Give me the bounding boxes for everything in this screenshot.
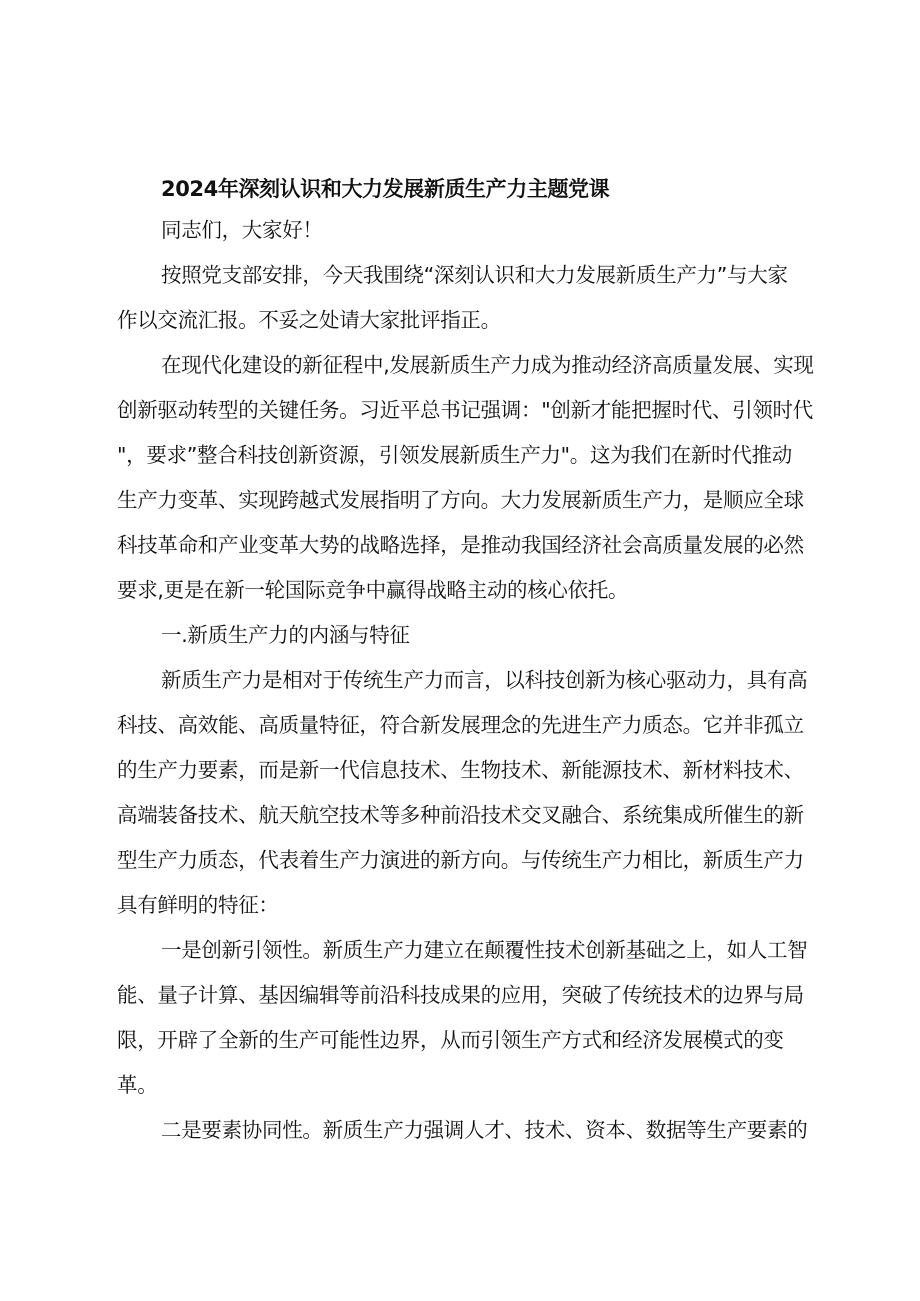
text-line: 在现代化建设的新征程中,发展新质生产力成为推动经济高质量发展、实现	[161, 353, 814, 377]
text-line: 科技、高效能、高质量特征，符合新发展理念的先进生产力质态。它并非孤立	[117, 713, 804, 737]
text-line: 同志们，大家好！	[161, 218, 323, 242]
text-line: 高端装备技术、航天航空技术等多种前沿技术交叉融合、系统集成所催生的新	[117, 803, 804, 827]
text-line: "，要求”整合科技创新资源，引领发展新质生产力"。这为我们在新时代推动	[117, 443, 792, 467]
text-line: 限，开辟了全新的生产可能性边界，从而引领生产方式和经济发展模式的变	[117, 1028, 784, 1052]
text-line: 革。	[117, 1073, 158, 1097]
text-line: 创新驱动转型的关键任务。习近平总书记强调："创新才能把握时代、引领时代	[117, 398, 813, 422]
text-line: 二是要素协同性。新质生产力强调人才、技术、资本、数据等生产要素的	[161, 1118, 808, 1142]
text-line: 要求,更是在新一轮国际竞争中赢得战略主动的核心依托。	[117, 578, 629, 602]
text-line: 一是创新引领性。新质生产力建立在颠覆性技术创新基础之上，如人工智	[161, 938, 808, 962]
text-line: 按照党支部安排，今天我围绕“深刻认识和大力发展新质生产力”与大家	[161, 263, 788, 287]
text-line: 科技革命和产业变革大势的战略选择，是推动我国经济社会高质量发展的必然	[117, 533, 804, 557]
text-line: 作以交流汇报。不妥之处请大家批评指正。	[117, 308, 501, 332]
text-line: 的生产力要素，而是新一代信息技术、生物技术、新能源技术、新材料技术、	[117, 758, 804, 782]
text-line: 能、量子计算、基因编辑等前沿科技成果的应用，突破了传统技术的边界与局	[117, 983, 804, 1007]
text-line: 生产力变革、实现跨越式发展指明了方向。大力发展新质生产力，是顺应全球	[117, 488, 804, 512]
section-heading: 一.新质生产力的内涵与特征	[161, 623, 410, 647]
text-line: 型生产力质态，代表着生产力演进的新方向。与传统生产力相比，新质生产力	[117, 848, 804, 872]
text-line: 新质生产力是相对于传统生产力而言，以科技创新为核心驱动力，具有高	[161, 668, 808, 692]
text-line: 具有鲜明的特征：	[117, 893, 279, 917]
document-title: 2024年深刻认识和大力发展新质生产力主题党课	[161, 177, 610, 201]
